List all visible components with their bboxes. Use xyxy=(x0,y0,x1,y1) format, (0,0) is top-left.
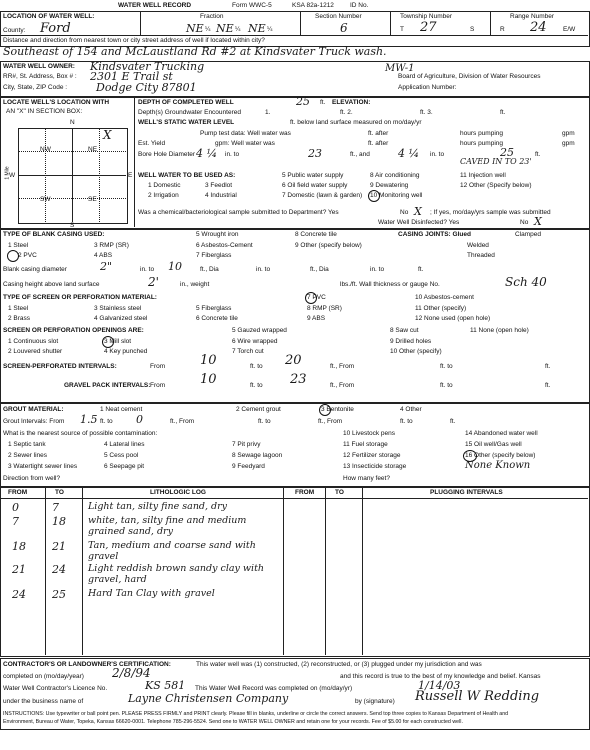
business-name: Layne Christensen Company xyxy=(128,692,289,705)
log-to: 18 xyxy=(52,515,66,528)
range-number: 24 xyxy=(530,20,547,35)
county-value: Ford xyxy=(40,21,71,36)
completion-date: 2/8/94 xyxy=(112,666,151,680)
grout-to: 0 xyxy=(136,413,143,426)
city-value: Dodge City 87801 xyxy=(96,81,197,94)
log-from: 24 xyxy=(12,588,26,601)
log-from: 0 xyxy=(12,501,19,514)
caved-note: CAVED IN TO 23' xyxy=(460,157,532,166)
board-label: Board of Agriculture, Division of Water Resources xyxy=(398,73,541,80)
record-date: 1/14/03 xyxy=(418,679,461,692)
screen-from: 10 xyxy=(200,353,217,368)
log-description: Light reddish brown sandy clay with gravel, hard xyxy=(88,563,265,585)
section-box-label: AN "X" IN SECTION BOX: xyxy=(6,108,83,115)
gravel-from: 10 xyxy=(200,372,217,387)
log-from: 7 xyxy=(12,515,19,528)
fraction-3: NE xyxy=(248,22,266,35)
well-id: MW-1 xyxy=(385,63,415,74)
owner-name: Kindsvater Trucking xyxy=(90,60,205,73)
license-number: KS 581 xyxy=(145,679,186,692)
depth-label: DEPTH OF COMPLETED WELL xyxy=(138,99,234,106)
gravel-to: 23 xyxy=(290,372,307,387)
county-label: County: xyxy=(3,27,26,34)
log-from: 21 xyxy=(12,563,26,576)
fraction-label: Fraction xyxy=(200,13,224,20)
mill-slot-circle xyxy=(102,336,114,348)
bore-diameter-2: 4 ¼ xyxy=(398,147,420,160)
log-description: Tan, medium and coarse sand with gravel xyxy=(88,540,256,562)
fraction-2: NE xyxy=(216,22,234,35)
log-description: Light tan, silty fine sand, dry xyxy=(88,501,228,512)
casing-title: TYPE OF BLANK CASING USED: xyxy=(3,231,105,238)
log-description: Hard Tan Clay with gravel xyxy=(88,588,215,599)
location-title: LOCATION OF WATER WELL: xyxy=(3,13,95,20)
log-to: 7 xyxy=(52,501,59,514)
section-x-mark: X xyxy=(103,128,112,142)
casing-depth: 10 xyxy=(168,260,182,273)
id-label: ID No. xyxy=(350,2,369,9)
form-number: Form WWC-5 xyxy=(232,2,272,9)
ksa-number: KSA 82a-1212 xyxy=(292,2,334,9)
bore-depth-1: 23 xyxy=(308,147,322,160)
casing-height: 2' xyxy=(148,275,159,289)
bore-depth-2: 25 xyxy=(500,146,514,159)
log-from: 18 xyxy=(12,540,26,553)
log-to: 24 xyxy=(52,563,66,576)
township-label: Township Number xyxy=(400,13,453,20)
bentonite-circle xyxy=(319,404,331,416)
monitoring-well-circle xyxy=(368,190,380,202)
owner-title: WATER WELL OWNER: xyxy=(3,63,75,70)
range-label: Range Number xyxy=(510,13,555,20)
grout-from: 1.5 xyxy=(80,413,98,426)
pvc-circle xyxy=(7,250,19,262)
section-number: 6 xyxy=(340,21,348,35)
log-to: 21 xyxy=(52,540,66,553)
city-label: City, State, ZIP Code : xyxy=(3,84,68,91)
screen-to: 20 xyxy=(285,353,302,368)
distance-value: Southeast of 154 and McLaustland Rd #2 at Kindsvater Truck wash. xyxy=(3,45,387,58)
screen-pvc-circle xyxy=(305,292,317,304)
locate-title: LOCATE WELL'S LOCATION WITH xyxy=(3,99,110,106)
form-title: WATER WELL RECORD xyxy=(118,2,192,9)
log-description: white, tan, silty fine and medium grained sand, dry xyxy=(88,515,247,537)
township-number: 27 xyxy=(420,20,437,35)
bore-diameter-1: 4 ¼ xyxy=(196,147,218,160)
distance-label: Distance and direction from nearest town or city street address of well if located within city? xyxy=(3,37,265,44)
section-number-label: Section Number xyxy=(315,13,362,20)
wall-gauge: Sch 40 xyxy=(505,275,547,289)
fraction-1: NE xyxy=(186,22,204,35)
application-label: Application Number: xyxy=(398,84,457,91)
signature: Russell W Redding xyxy=(415,689,540,704)
depth-value: 25 xyxy=(296,95,310,108)
section-grid xyxy=(18,128,128,224)
contamination-note: None Known xyxy=(465,460,531,471)
address-value: 2301 E Trail st xyxy=(90,70,173,83)
casing-diameter: 2" xyxy=(100,260,113,273)
log-to: 25 xyxy=(52,588,66,601)
address-label: RR#, St. Address, Box # : xyxy=(3,73,77,80)
